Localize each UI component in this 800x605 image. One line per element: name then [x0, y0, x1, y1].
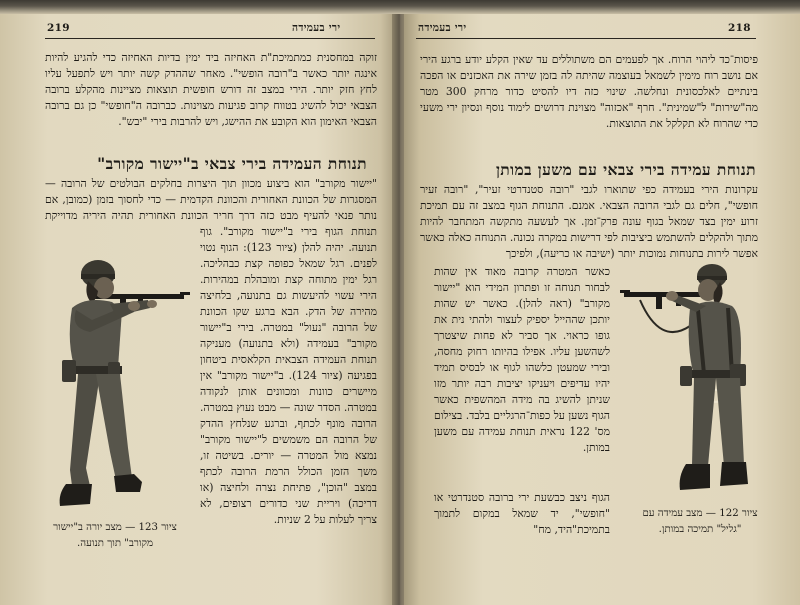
figure-122-caption-line-1: ציור 122 — מצב עמידה עם: [642, 508, 758, 519]
right-section-title: תנוחת עמידה בירי צבאי עם משען במותן: [495, 160, 756, 179]
right-header-rule: [416, 38, 756, 39]
left-page-number: 219: [47, 22, 70, 34]
left-running-head: ירי בעמידה: [292, 22, 341, 34]
left-intro-paragraph: זוקה במחסנית כמתמיכת"ת האחיזה ביד ימין בדיות האחיזה כדי להגיע להיות אינגה יותר כאשר ב"רובה הופשי". מאחר שההדק קשה יותר ויש לתפעל עליו לחץ חזק יותר. הירי במצב זה דורש חופשית תוצאות מציינות מהקלע ברובה הצבאי יכול להשיג בטווח קרוב פגיעות מצוינות. כברובה ה"חופשי" כן גם ברובה הצבאי האימון הוא הקובע את ההישג, ויש להרבות בירי "יבש".: [45, 51, 377, 128]
left-header-rule: [45, 38, 375, 39]
left-column-paragraph: תנוחת הגוף בירי ב"יישור מקורב". גוף תנועה. יהיה להלן (ציור 123): הגוף נטוי לפנים. רגל שמאל כפופה קצת כבהליכה. רגל ימין מתוחה קצת ומובהלת במהירות. הירי עשוי להיעשות גם בתנועה, בלחיצה מהירה של הדק. הבא ברגע שקו הכוונת של הרובה "נעול" במטרה. בירי ב"יישור מקורב" בעמידה (ולא בתנועה) מעניקה תנוחת העמידה הצבאית הקלאסית ביטחון בפגיעה (ציור 124). ב"יישור מקורב" אין מיישרים כוונות ומכוונים אותן לנקודה במטרה. הסדר שונה — מבט נעוץ במטרה. הרובה מונף לכתף, וברגע שנלחץ ההדק של הרובה הם משמשים ל"יישור מקורב" נמצא מול המטרה — יורים. בשיטה זו, משך הזמן הכולל הרמת הרובה לכתף במצב "הוכן", פתיחת נצרה ולחיצה (או דריכה) ויריית שני כדורים רצופים, לא צריך לעלות על 2 שניות.: [200, 225, 377, 526]
figure-123-caption-line-2: מקורב" תוך תנועה.: [77, 538, 153, 549]
right-closing-paragraph: הגוף ניצב כבשעת ירי ברובה סטנדרטי או "חופשי", יד שמאל במקום לתמוך בתמיכת"היד, מח": [434, 491, 610, 536]
right-column-paragraph: כאשר המטרה קרובה מאוד אין שהות לבחור תנוחה זו ופתרון המידי הוא "יישור מקורב" (ראה להלן). כאשר יש שהות יותכן שההייל יספיק לעצור ולהתי נית את גופו כראוי. אך סביר לא פחות שיצטרך לשהשען עליו. אפילו בהיותו רחוק מחסה, ובירי שמעטן כלשהו לגוף או לבסיס תמיד יהיו עדיפים ויעניקו יציבות רבה יותר מזו שניתן להשיג בה מידה המהשפית כאשר הגוף נשען על כפות־הרגליים בלבד. בצילום מס' 122 נראית תנוחת עמידה עם משען במותן.: [434, 265, 610, 454]
right-page-number: 218: [728, 22, 751, 34]
figure-123-soldier-photo: [30, 248, 200, 518]
left-section-title: תנוחת העמידה בירי צבאי ב"יישור מקורב": [97, 154, 367, 173]
right-running-head: ירי בעמידה: [418, 22, 467, 34]
left-section-paragraph: "יישור מקורב" הוא ביצוע מכוון תוך היצרות בחלקים הבולטים של הרובה — המסגרות של הכוונת האחורית והכוונת הקדמית — כדי לחסוך בזמן (כמובן, אם נותר פנאי להעיף מבט כזה דרך חריר הכוונת האחורית תהיה היריה מדוייקת: [45, 177, 377, 222]
figure-123-caption-line-1: ציור 123 — מצב יורה ב"יישור: [53, 522, 177, 533]
right-intro-paragraph: פיסות־כד ליהוי הרוח. אך לפעמים הם משתוללים עד שאין הקלע יודע ברגע הירי אם נושב רוח מימין לשמאל בעוצמה שהיתה לה בזמן שירה את האכזנים או הפכה בינתיים לאלכסונית ונחלשה. שינוי כזה דיו להסיט כדור מרחק 300 מטר מה"שירות" ל"שמינית". חרף "אכזוה" מצוינת דרושים לימוד נוסף ונסיון ירי משעי כדי שהרוח לא תקלקל את התוצאות.: [420, 53, 758, 130]
figure-122-caption-line-2: "גליל" תמיכה במותן.: [658, 524, 742, 535]
right-section-paragraph: עקרונות הירי בעמידה כפי שתוארו לגבי "רובה סטנדרטי זעיר", "רובה זעיר חופשי", חלים גם לגבי הרובה הצבאי. אמנם. התנוחת הגוף במצב זה עם תמיכת זרוע ימין בצד שמאל בגוף עונה פרק־זמן. אך לעשעה מתקשה המתחבר להיות מתוך ולהקלים להשתמש ביציבות לפי דרישות במקרה נכונה. התנוחה כאלה כאשר אפשר לירות בתנוחות נמוכות יותר (ישיבה או כריעה), ולפיכך: [420, 183, 758, 260]
figure-122-soldier-photo: [620, 256, 770, 506]
